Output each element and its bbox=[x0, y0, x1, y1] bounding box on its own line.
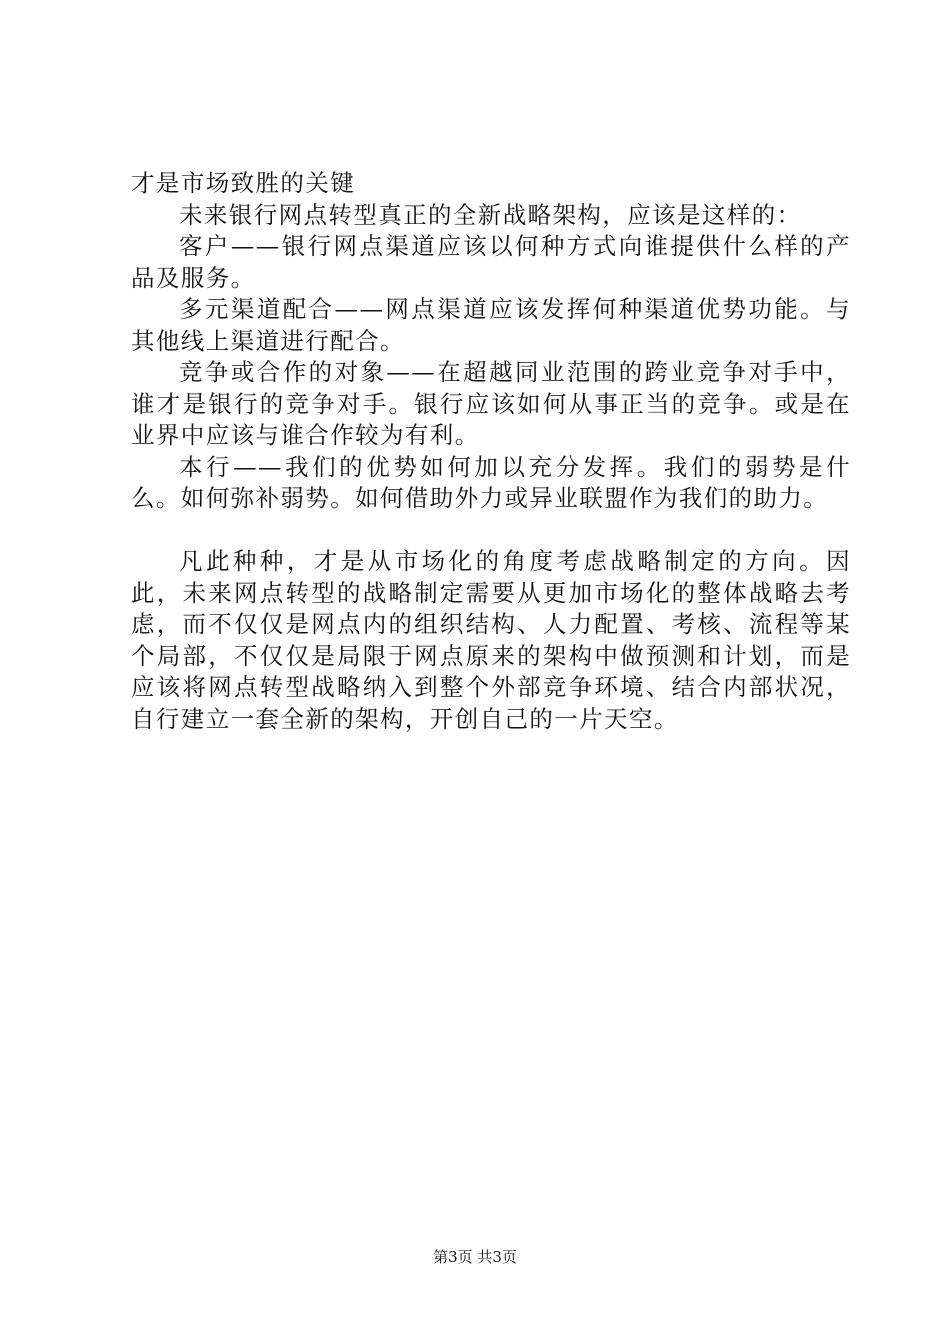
paragraph-strategy-intro: 未来银行网点转型真正的全新战略架构，应该是这样的： bbox=[179, 200, 802, 229]
paragraph-customer: 客户——银行网点渠道应该以何种方式向谁提供什么样的产品及服务。 bbox=[131, 232, 851, 292]
blank-line bbox=[131, 515, 851, 547]
document-body bbox=[131, 168, 851, 735]
paragraph-multi-channel: 多元渠道配合——网点渠道应该发挥何种渠道优势功能。与其他线上渠道进行配合。 bbox=[131, 295, 851, 355]
paragraph-competitors: 竞争或合作的对象——在超越同业范围的跨业竞争对手中，谁才是银行的竞争对手。银行应该如何从事正当的竞争。或是在业界中应该与谁合作较为有利。 bbox=[131, 358, 851, 449]
paragraph-conclusion: 凡此种种，才是从市场化的角度考虑战略制定的方向。因此，未来网点转型的战略制定需要从更加市场化的整体战略去考虑，而不仅仅是网点内的组织结构、人力配置、考核、流程等某个局部，不仅仅是局限于网点原来的架构中做预测和计划，而是应该将网点转型战略纳入到整个外部竞争环境、结合内部状况，自行建立一套全新的架构，开创自己的一片天空。 bbox=[131, 547, 851, 733]
paragraph-continuation: 才是市场致胜的关键 bbox=[131, 169, 356, 197]
page-footer: 第3页 共3页 bbox=[433, 1248, 517, 1266]
paragraph-our-bank: 本行——我们的优势如何加以充分发挥。我们的弱势是什么。如何弥补弱势。如何借助外力或异业联盟作为我们的助力。 bbox=[131, 452, 851, 512]
